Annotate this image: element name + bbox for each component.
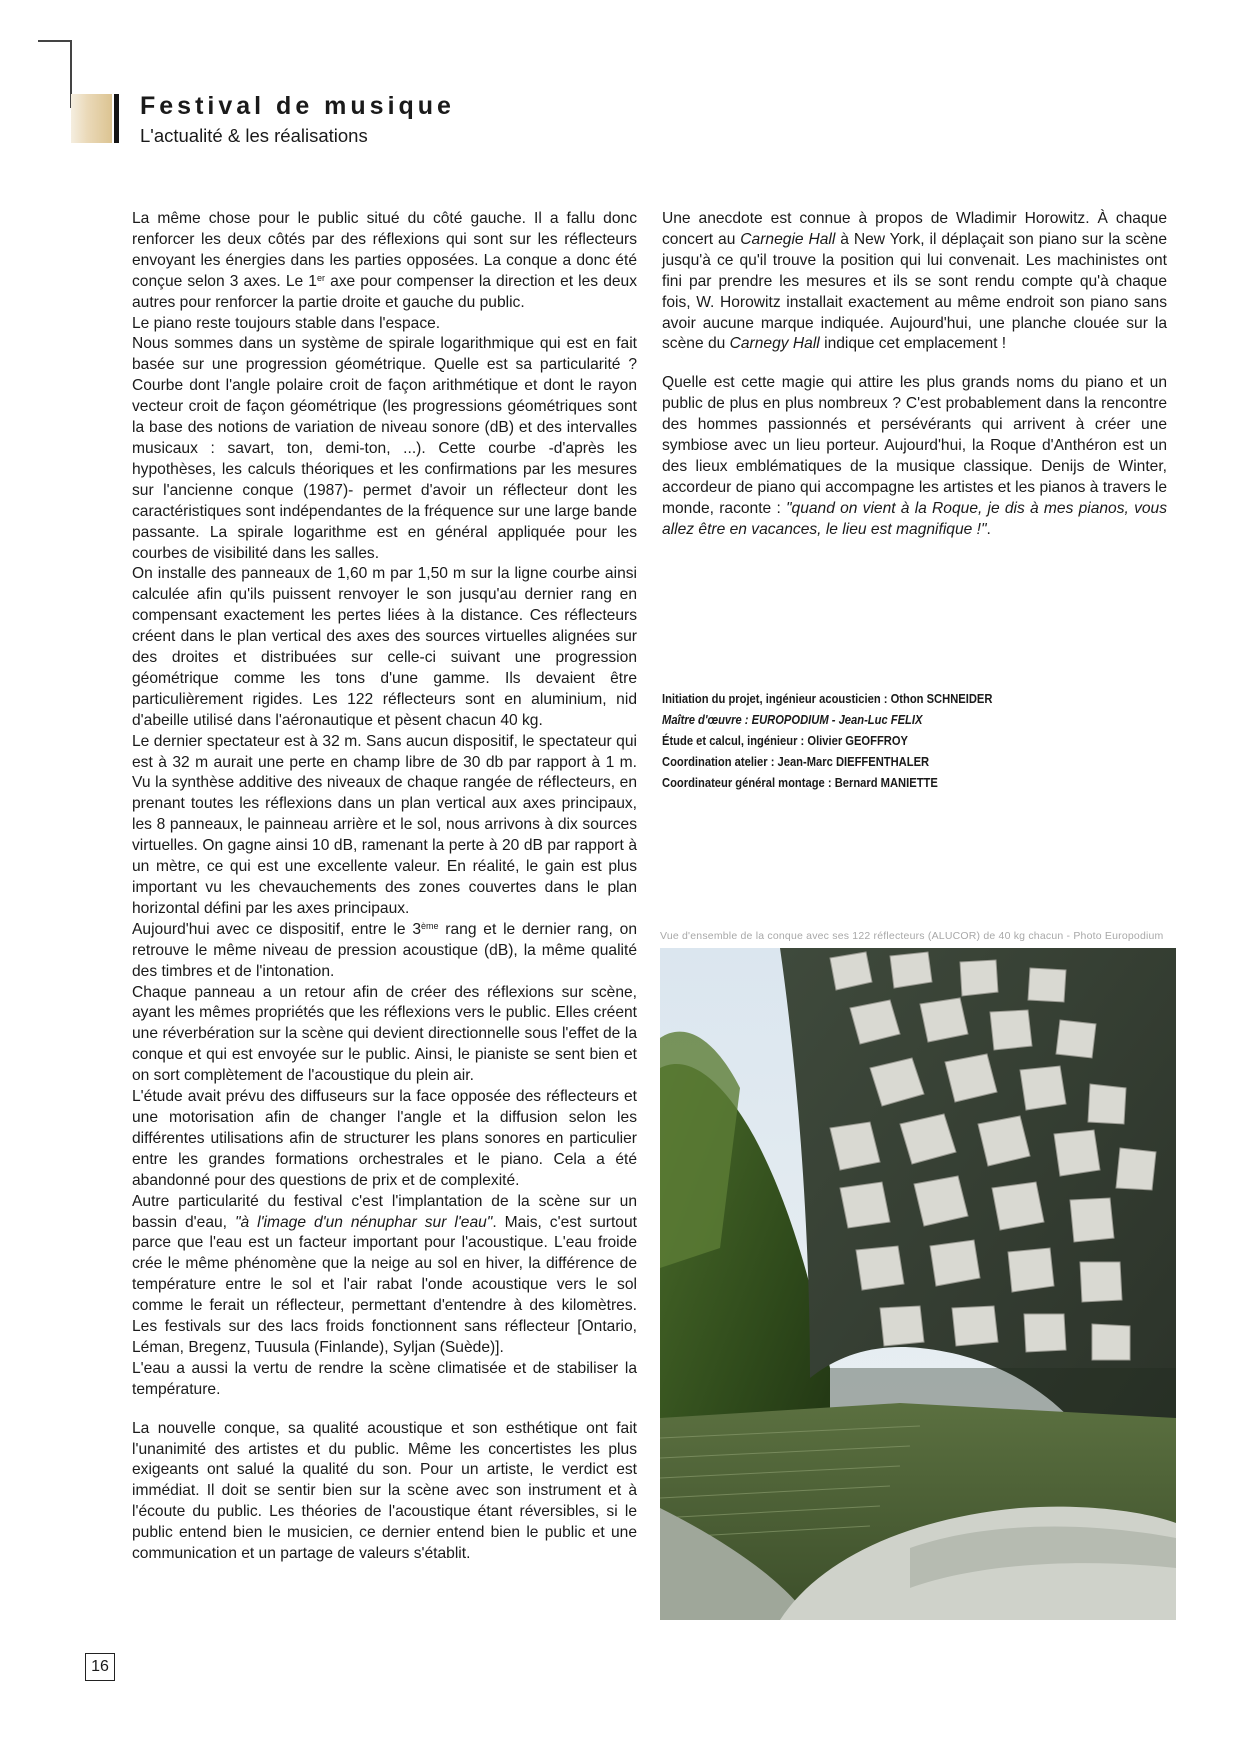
page-title: Festival de musique: [140, 92, 455, 120]
paragraph: Autre particularité du festival c'est l'implantation de la scène sur un bassin d'eau, "à l'image d'un nénuphar sur l'eau". Mais, c'est surtout parce que l'eau est un facteur important pour l'acoustique. L'eau froide crée le même phénomène que la neige au sol en hiver, la différence de température entre le sol et l'air rabat l'onde acoustique vers le sol comme le ferait un réflecteur, permettant d'entendre à des kilomètres. Les festivals sur des lacs froids fonctionnent sans réflecteur [Ontario, Léman, Bregenz, Tuusula (Finlande), Syljan (Suède)].: [132, 1192, 637, 1356]
credit-line: Étude et calcul, ingénieur : Olivier GEOFFROY: [662, 733, 909, 748]
crop-mark-horizontal: [38, 40, 72, 42]
credit-line: Coordinateur général montage : Bernard MANIETTE: [662, 775, 938, 790]
paragraph: Chaque panneau a un retour afin de créer des réflexions sur scène, ayant les mêmes propriétés que les réflexions vers le public. Elles créent une réverbération sur la scène qui devient directionnelle sous l'effet de la conque et qui est envoyée sur le public. Ainsi, le pianiste se sent bien et on sort complètement de l'acoustique du plein air.: [132, 983, 637, 1085]
paragraph: Quelle est cette magie qui attire les plus grands noms du piano et un public de plus en plus nombreux ? C'est probablement dans la rencontre des hommes passionnés et persévérants qui arrivent à créer une symbiose avec un lieu porteur. Aujourd'hui, la Roque d'Anthéron est un des lieux emblématiques de la musique classique. Denijs de Winter, accordeur de piano qui accompagne les artistes et les pianos à travers le monde, raconte : "quand on vient à la Roque, je dis à mes pianos, vous allez être en vacances, le lieu est magnifique !".: [662, 374, 1168, 538]
paragraph: L'eau a aussi la vertu de rendre la scène climatisée et de stabiliser la température.: [132, 1359, 637, 1398]
credit-line: Initiation du projet, ingénieur acousticien : Othon SCHNEIDER: [662, 691, 993, 706]
paragraph: On installe des panneaux de 1,60 m par 1,50 m sur la ligne courbe ainsi calculée afin qu'ils puissent renvoyer le son jusqu'au dernier rang en compensant exactement les pertes liées à la distance. Ces réflecteurs créent dans le plan vertical des axes des sources virtuelles alignées sur des droites et distribuées sur celle-ci suivant une progression géométrique comme les tons d'une gamme. Ils devaient être particulièrement rigides. Les 122 réflecteurs sont en aluminium, nid d'abeille utilisé dans l'aéronautique et pèsent chacun 40 kg.: [132, 565, 637, 729]
project-credits: [662, 688, 1182, 793]
credit-line: Maître d'œuvre : EUROPODIUM - Jean-Luc FELIX: [662, 712, 923, 727]
photo-caption: Vue d'ensemble de la conque avec ses 122 réflecteurs (ALUCOR) de 40 kg chacun - Photo Europodium: [660, 930, 1164, 942]
paragraph: La même chose pour le public situé du côté gauche. Il a fallu donc renforcer les deux côtés par des réflexions qui sont sur les réflecteurs envoyant les énergies dans les parties opposées. La conque a donc été conçue selon 3 axes. Le 1er axe pour compenser la direction et les deux autres pour renforcer la partie droite et gauche du public.: [132, 210, 638, 311]
right-column: [662, 209, 1167, 541]
left-column: [132, 209, 637, 1565]
paragraph: Une anecdote est connue à propos de Wladimir Horowitz. À chaque concert au Carnegie Hall à New York, il déplaçait son piano sur la scène jusqu'à ce qu'il trouve la position qui lui convenait. Les machinistes ont fini par prendre les mesures et ils se sont rendu compte qu'à chaque fois, W. Horowitz installait exactement au même endroit son piano sans avoir aucune marque indiquée. Aujourd'hui, une planche clouée sur la scène du Carnegy Hall indique cet emplacement !: [662, 210, 1167, 353]
paragraph: Nous sommes dans un système de spirale logarithmique qui est en fait basée sur une progression géométrique. Quelle est sa particularité ? Courbe dont l'angle polaire croit de façon arithmétique et dont le rayon vecteur croit de façon géométrique (les progressions géométriques sont la base des notions de variation de niveau sonore (dB) et des intervalles musicaux : savart, ton, demi-ton, ...). Cette courbe -d'après les hypothèses, les calculs théoriques et les confirmations par les mesures sur l'ancienne conque (1987)- permet d'avoir un réflecteur dont les caractéristiques sont indépendantes de la fréquence sur une large bande passante. La spirale logarithme est en général appliquée pour les courbes de visibilité dans les salles.: [132, 335, 637, 562]
paragraph: L'étude avait prévu des diffuseurs sur la face opposée des réflecteurs et une motorisation afin de changer l'angle et la diffusion selon les différentes utilisations afin de structurer les plans sonores en particulier entre les grandes formations orchestrales et le piano. Cela a été abandonné pour des questions de prix et de complexité.: [132, 1088, 637, 1189]
header-accent-bar: [114, 94, 119, 143]
conque-photo: [660, 948, 1176, 1620]
credit-line: Coordination atelier : Jean-Marc DIEFFENTHALER: [662, 754, 930, 769]
paragraph: Le piano reste toujours stable dans l'espace.: [132, 314, 441, 332]
page-number: 16: [85, 1653, 115, 1681]
header-color-band: [71, 94, 112, 143]
paragraph: La nouvelle conque, sa qualité acoustique et son esthétique ont fait l'unanimité des artistes et du public. Même les concertistes les plus exigeants ont salué la qualité du son. Pour un artiste, le verdict est immédiat. Il doit se sentir bien sur la scène avec son instrument et à l'écoute du public. Les théories de l'acoustique étant réversibles, si le public entend bien le musicien, ce dernier entend bien le public et une communication et un partage de valeurs s'établit.: [132, 1419, 637, 1563]
paragraph: Aujourd'hui avec ce dispositif, entre le 3ème rang et le dernier rang, on retrouve le même niveau de pression acoustique (dB), la même qualité des timbres et de l'intonation.: [132, 920, 637, 980]
page-subtitle: L'actualité & les réalisations: [140, 125, 368, 146]
paragraph: Le dernier spectateur est à 32 m. Sans aucun dispositif, le spectateur qui est à 32 m aurait une perte en champ libre de 30 db par rapport à 1 m. Vu la synthèse additive des niveaux de chaque rangée de réflecteurs, en prenant toutes les réflexions dans un plan vertical aux axes principaux, les 8 panneaux, le painneau arrière et le sol, nous arrivons à dix sources virtuelles. On gagne ainsi 10 dB, ramenant la perte à 20 dB par rapport à un mètre, ce qui est une excellente valeur. En réalité, le gain est plus important vu les chevauchements des zones couvertes dans le plan horizontal défini par les axes principaux.: [132, 732, 637, 917]
